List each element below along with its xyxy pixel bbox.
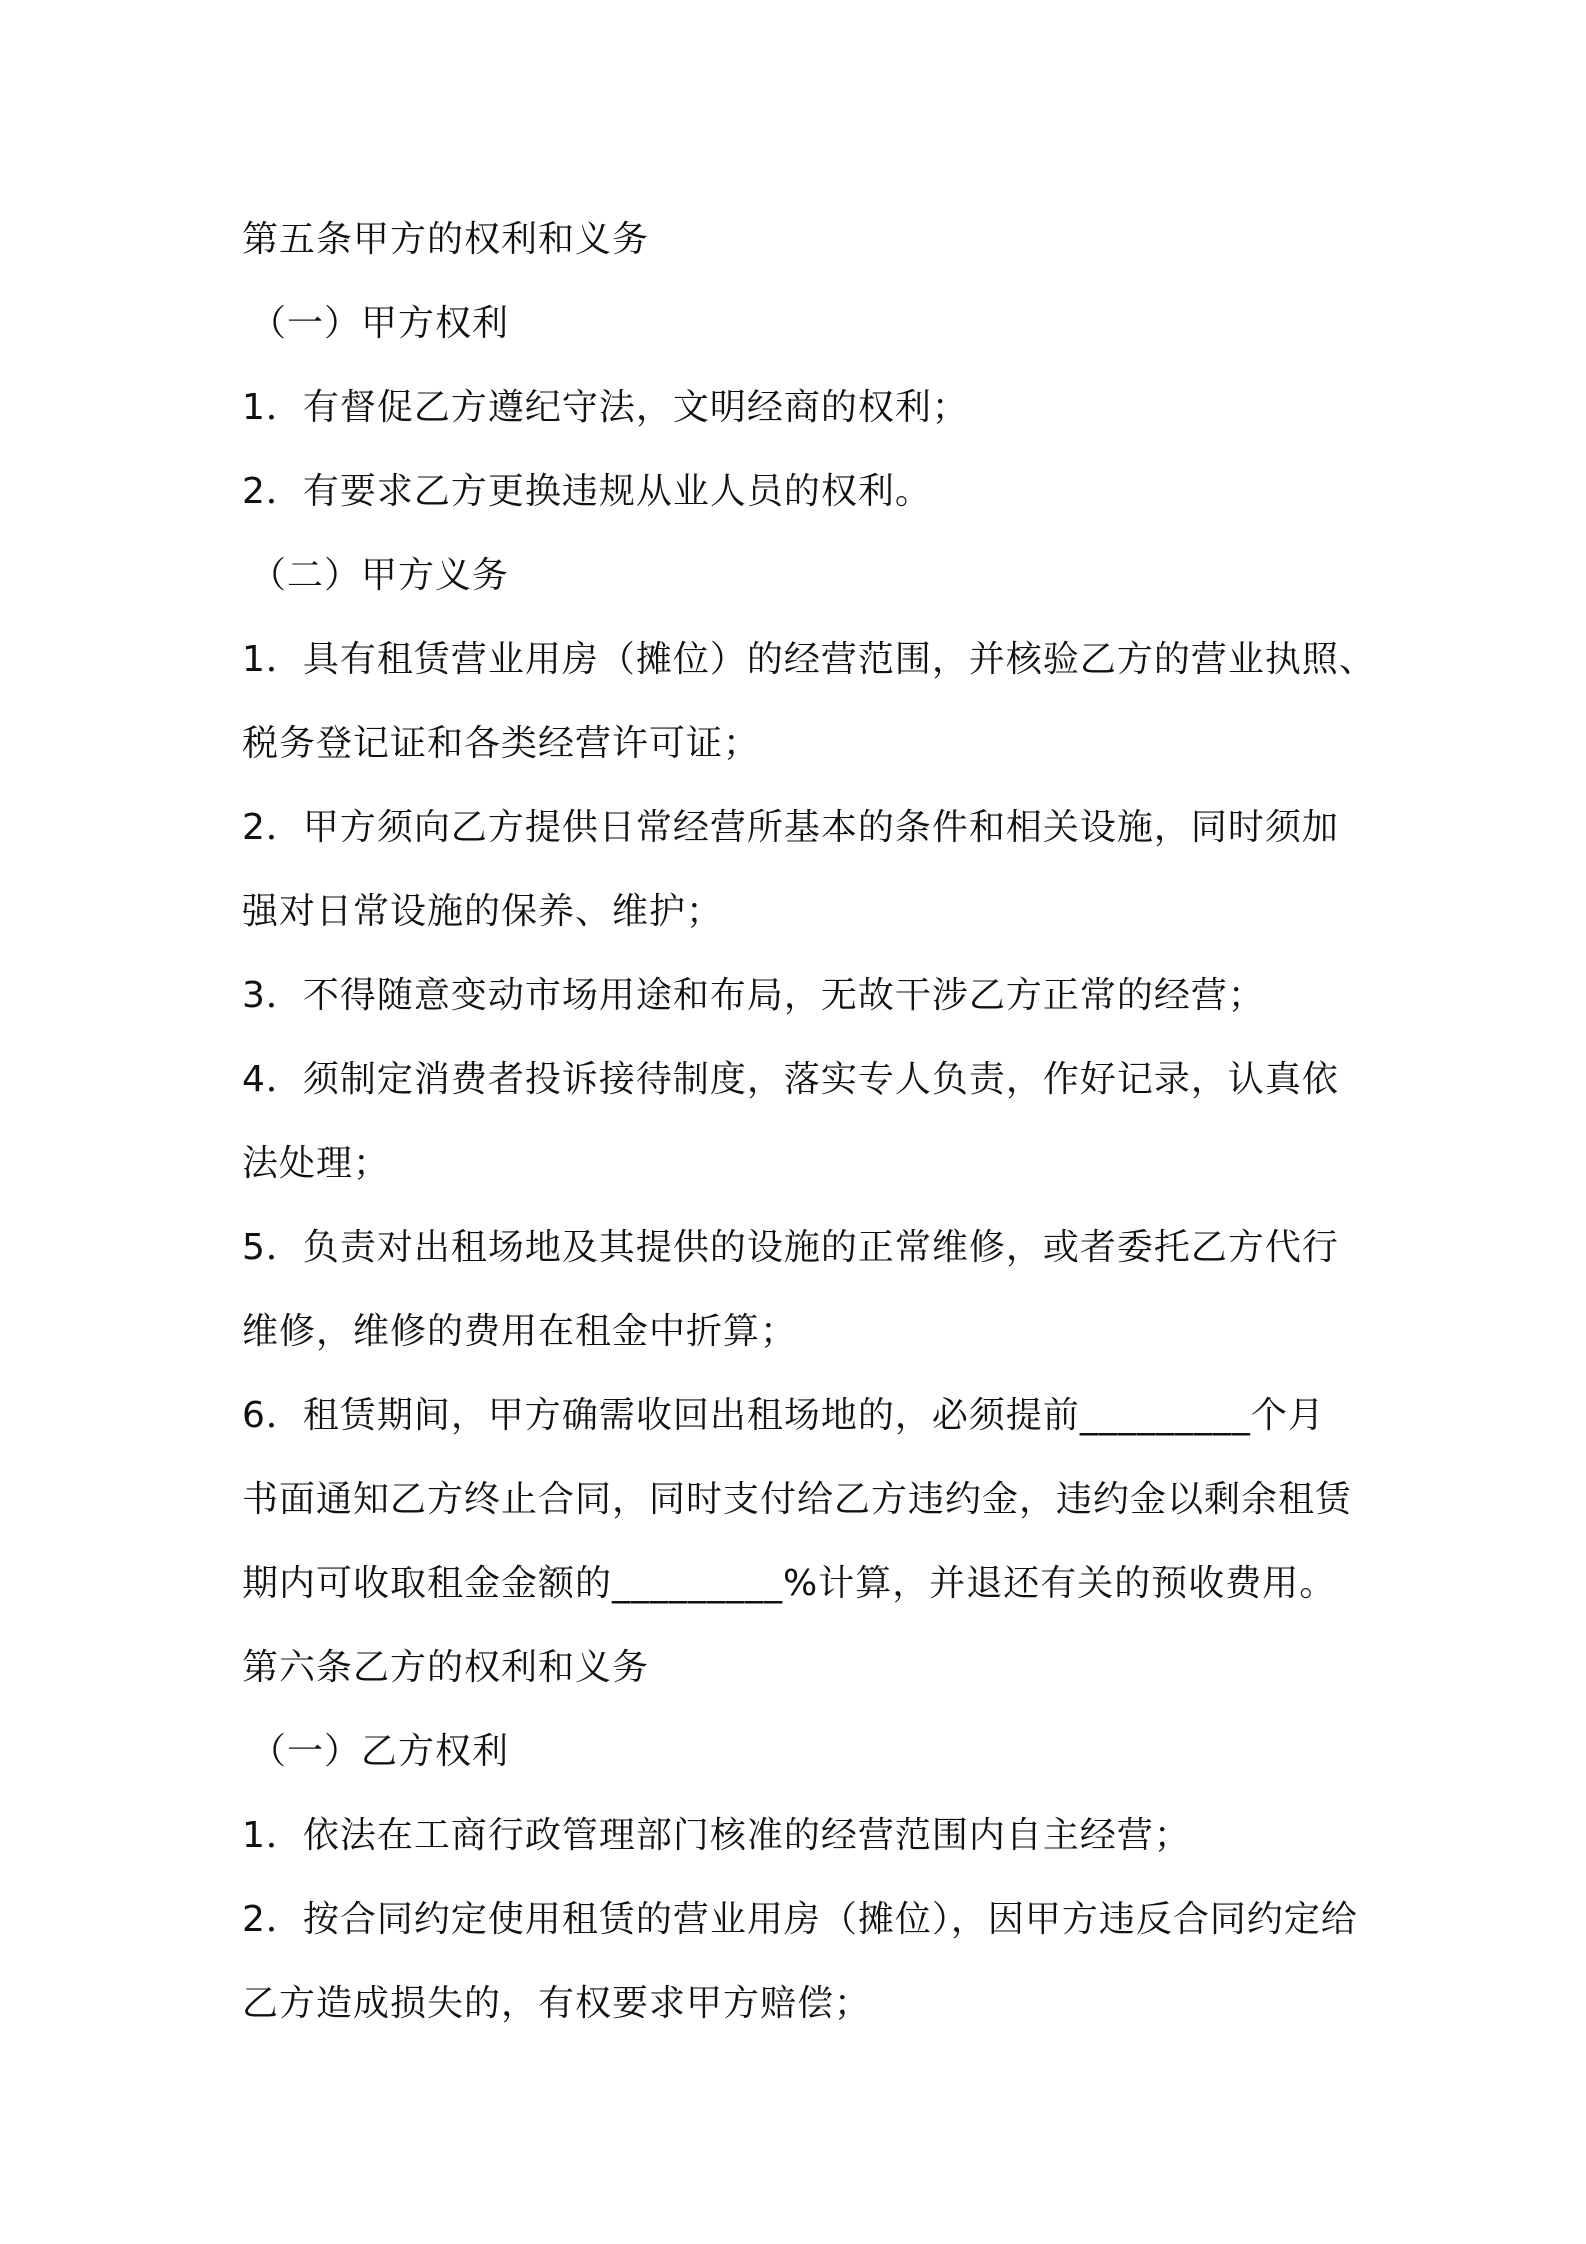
article-6-heading: 第六条乙方的权利和义务 bbox=[242, 1647, 650, 1688]
party-a-duty-4-line-1: 4．须制定消费者投诉接待制度，落实专人负责，作好记录，认真依 bbox=[242, 1059, 1339, 1100]
party-b-right-2-line-2: 乙方造成损失的，有权要求甲方赔偿； bbox=[242, 1983, 872, 2024]
section-party-b-rights-heading: （一）乙方权利 bbox=[250, 1731, 510, 1772]
section-party-a-rights-heading: （一）甲方权利 bbox=[250, 303, 510, 344]
party-a-duty-3: 3．不得随意变动市场用途和布局，无故干涉乙方正常的经营； bbox=[242, 975, 1265, 1016]
party-a-duty-5-line-1: 5．负责对出租场地及其提供的设施的正常维修，或者委托乙方代行 bbox=[242, 1227, 1339, 1268]
party-a-duty-2-line-1: 2．甲方须向乙方提供日常经营所基本的条件和相关设施，同时须加 bbox=[242, 807, 1339, 848]
section-party-a-duties-heading: （二）甲方义务 bbox=[250, 555, 510, 596]
document-body bbox=[242, 198, 1376, 2046]
party-a-duty-6-line-2: 书面通知乙方终止合同，同时支付给乙方违约金，违约金以剩余租赁 bbox=[242, 1479, 1353, 1520]
party-a-right-2: 2．有要求乙方更换违规从业人员的权利。 bbox=[242, 471, 932, 512]
party-a-duty-4-line-2: 法处理； bbox=[242, 1143, 391, 1184]
party-a-right-1: 1．有督促乙方遵纪守法，文明经商的权利； bbox=[242, 387, 969, 428]
party-a-duty-2-line-2: 强对日常设施的保养、维护； bbox=[242, 891, 724, 932]
party-a-duty-1-line-1: 1．具有租赁营业用房（摊位）的经营范围，并核验乙方的营业执照、 bbox=[242, 639, 1376, 680]
party-b-right-1: 1．依法在工商行政管理部门核准的经营范围内自主经营； bbox=[242, 1815, 1191, 1856]
party-a-duty-1-line-2: 税务登记证和各类经营许可证； bbox=[242, 723, 761, 764]
party-a-duty-6-line-1: 6．租赁期间，甲方确需收回出租场地的，必须提前_________个月 bbox=[242, 1395, 1325, 1436]
party-a-duty-5-line-2: 维修，维修的费用在租金中折算； bbox=[242, 1311, 798, 1352]
party-a-duty-6-line-3: 期内可收取租金金额的_________%计算，并退还有关的预收费用。 bbox=[242, 1563, 1337, 1604]
party-b-right-2-line-1: 2．按合同约定使用租赁的营业用房（摊位），因甲方违反合同约定给 bbox=[242, 1899, 1358, 1940]
article-5-heading: 第五条甲方的权利和义务 bbox=[242, 219, 650, 260]
